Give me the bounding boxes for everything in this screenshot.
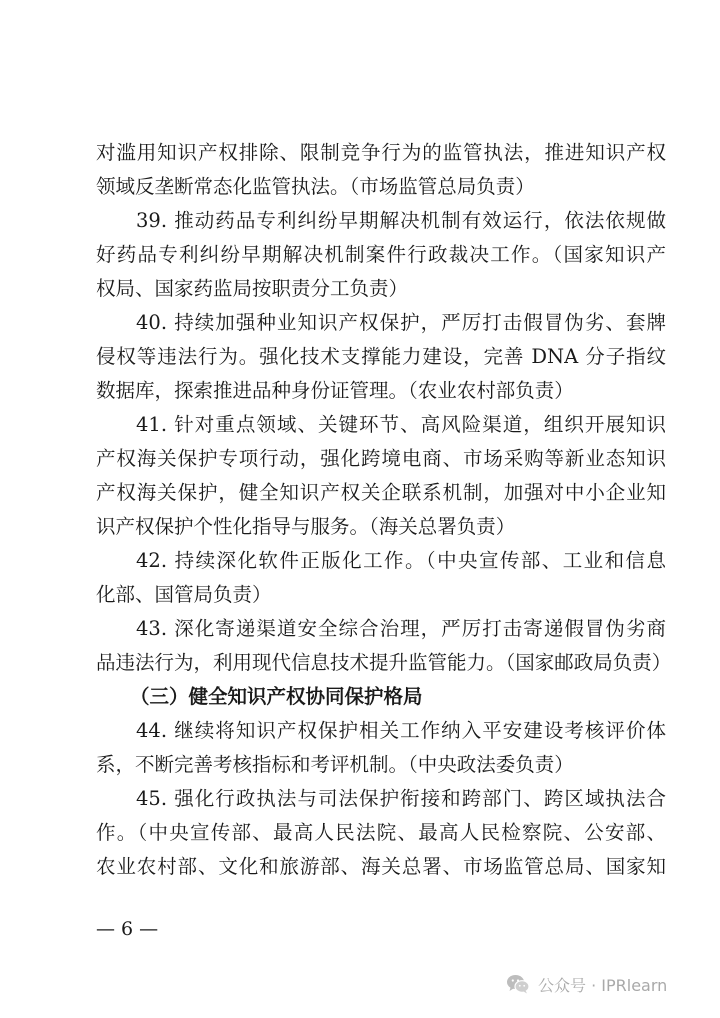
watermark: [506, 970, 667, 998]
text-line: 权局、国家药监局按职责分工负责）: [96, 277, 409, 300]
paragraph-45-line: 45. 强化行政执法与司法保护衔接和跨部门、跨区域执法合: [136, 787, 666, 810]
text-line: 识产权保护个性化指导与服务。（海关总署负责）: [96, 515, 516, 538]
text-line: 产权海关保护，健全知识产权关企联系机制，加强对中小企业知: [96, 481, 666, 504]
text-line: 侵权等违法行为。强化技术支撑能力建设，完善 DNA 分子指纹: [96, 345, 666, 368]
paragraph-39-line: 39. 推动药品专利纠纷早期解决机制有效运行，依法依规做: [136, 209, 666, 232]
text-line: 产权海关保护专项行动，强化跨境电商、市场采购等新业态知识: [96, 447, 666, 470]
paragraph-40-line: 40. 持续加强种业知识产权保护，严厉打击假冒伪劣、套牌: [136, 311, 666, 334]
watermark-text: 公众号 · IPRlearn: [538, 975, 668, 995]
section-heading: （三）健全知识产权协同保护格局: [130, 685, 423, 708]
text-line: 对滥用知识产权排除、限制竞争行为的监管执法，推进知识产权: [96, 141, 666, 164]
paragraph-43-line: 43. 深化寄递渠道安全综合治理，严厉打击寄递假冒伪劣商: [136, 617, 666, 640]
text-line: 好药品专利纠纷早期解决机制案件行政裁决工作。（国家知识产: [96, 243, 666, 266]
paragraph-41-line: 41. 针对重点领域、关键环节、高风险渠道，组织开展知识: [136, 413, 666, 436]
text-line: 农业农村部、文化和旅游部、海关总署、市场监管总局、国家知: [96, 855, 666, 878]
page-number: — 6 —: [96, 918, 159, 940]
text-line: 作。（中央宣传部、最高人民法院、最高人民检察院、公安部、: [96, 821, 666, 844]
wechat-icon: [506, 973, 530, 995]
text-line: 化部、国管局负责）: [96, 583, 272, 606]
text-line: 领域反垄断常态化监管执法。（市场监管总局负责）: [96, 175, 535, 198]
text-line: 系，不断完善考核指标和考评机制。（中央政法委负责）: [96, 753, 574, 776]
paragraph-44-line: 44. 继续将知识产权保护相关工作纳入平安建设考核评价体: [136, 719, 666, 742]
paragraph-42-line: 42. 持续深化软件正版化工作。（中央宣传部、工业和信息: [136, 549, 666, 572]
text-line: 品违法行为，利用现代信息技术提升监管能力。（国家邮政局负责）: [96, 651, 672, 674]
text-line: 数据库，探索推进品种身份证管理。（农业农村部负责）: [96, 379, 574, 402]
